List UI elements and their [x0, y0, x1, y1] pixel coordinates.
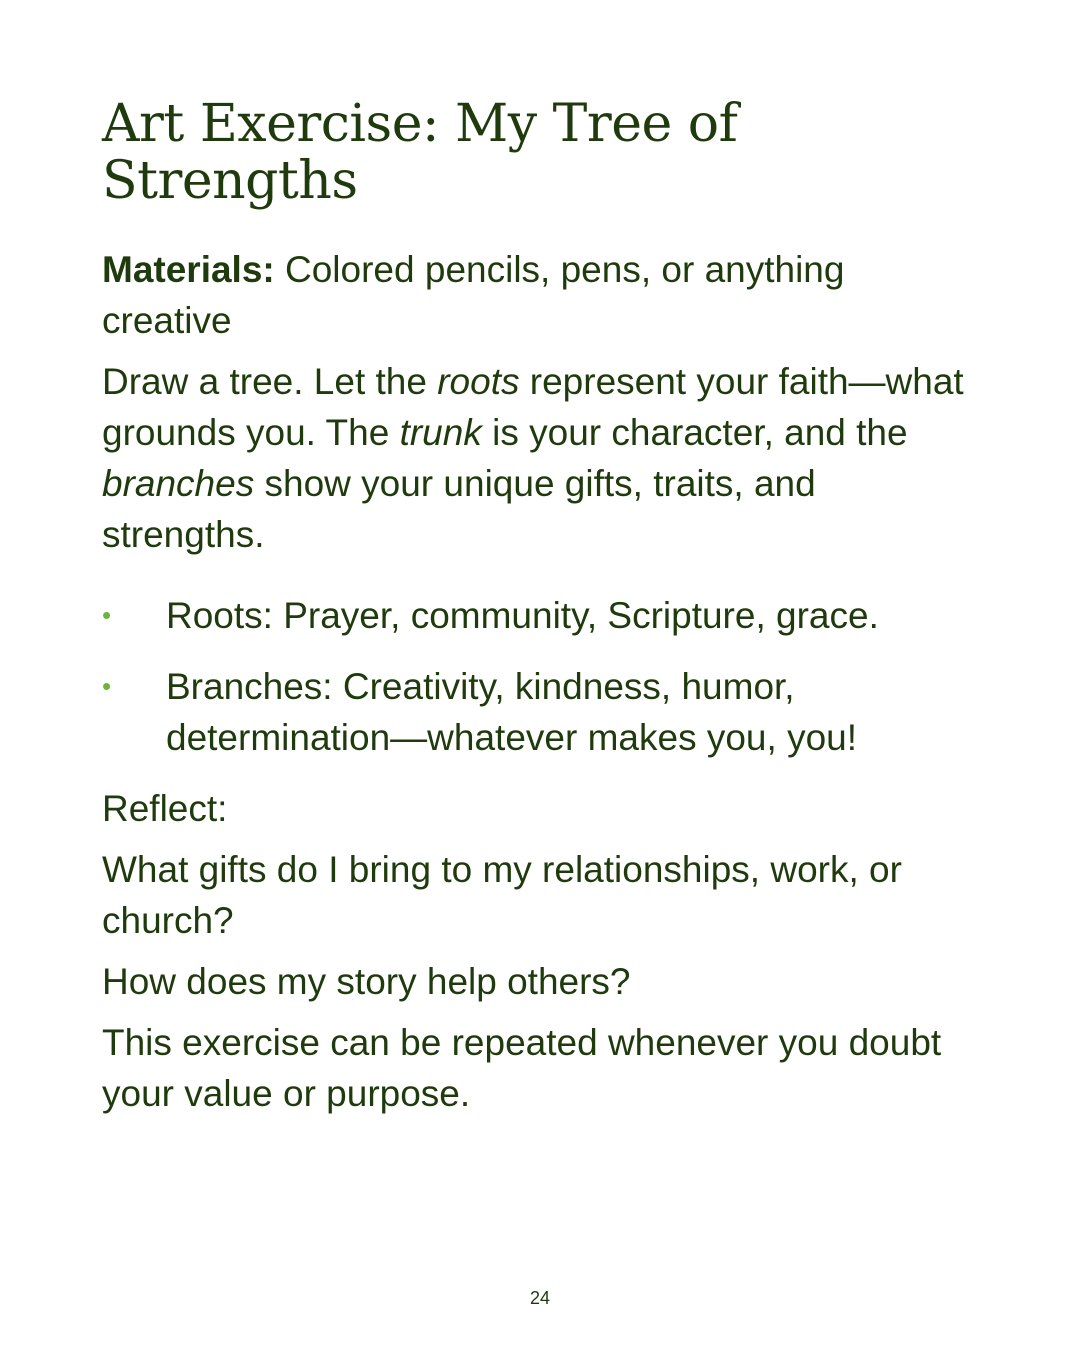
intro-text-2: represent your faith—what grounds you. The [102, 361, 964, 453]
page-title: Art Exercise: My Tree of Strengths [102, 94, 738, 211]
page-number: 24 [529, 1288, 551, 1308]
bullet-text-branches: Branches: Creativity, kindness, humor, determination—whatever makes you, you! [166, 666, 858, 758]
list-item [102, 661, 982, 763]
bullet-icon: • [102, 600, 112, 630]
page-content [102, 96, 982, 1119]
list-item [102, 590, 982, 641]
intro-text-1: Draw a tree. Let the [102, 361, 438, 402]
materials-line [102, 244, 982, 346]
intro-trunk-em: trunk [399, 412, 482, 453]
intro-text-4: show your unique gifts, traits, and strengths. [102, 463, 816, 555]
bullet-icon: • [102, 671, 112, 701]
bullet-text-roots: Roots: Prayer, community, Scripture, grace. [166, 595, 879, 636]
intro-roots-em: roots [437, 361, 520, 402]
intro-branches-em: branches [102, 463, 255, 504]
reflect-question-story: How does my story help others? [102, 961, 631, 1002]
reflect-question-gifts: What gifts do I bring to my relationships, work, or church? [102, 849, 902, 941]
reflect-label: Reflect: [102, 788, 228, 829]
materials-label: Materials: [102, 249, 275, 290]
bullet-list [102, 590, 982, 763]
closing-paragraph: This exercise can be repeated whenever you doubt your value or purpose. [102, 1022, 942, 1114]
materials-text: Colored pencils, pens, or anything creative [102, 249, 845, 341]
intro-text-3: is your character, and the [481, 412, 908, 453]
intro-paragraph [102, 356, 982, 560]
